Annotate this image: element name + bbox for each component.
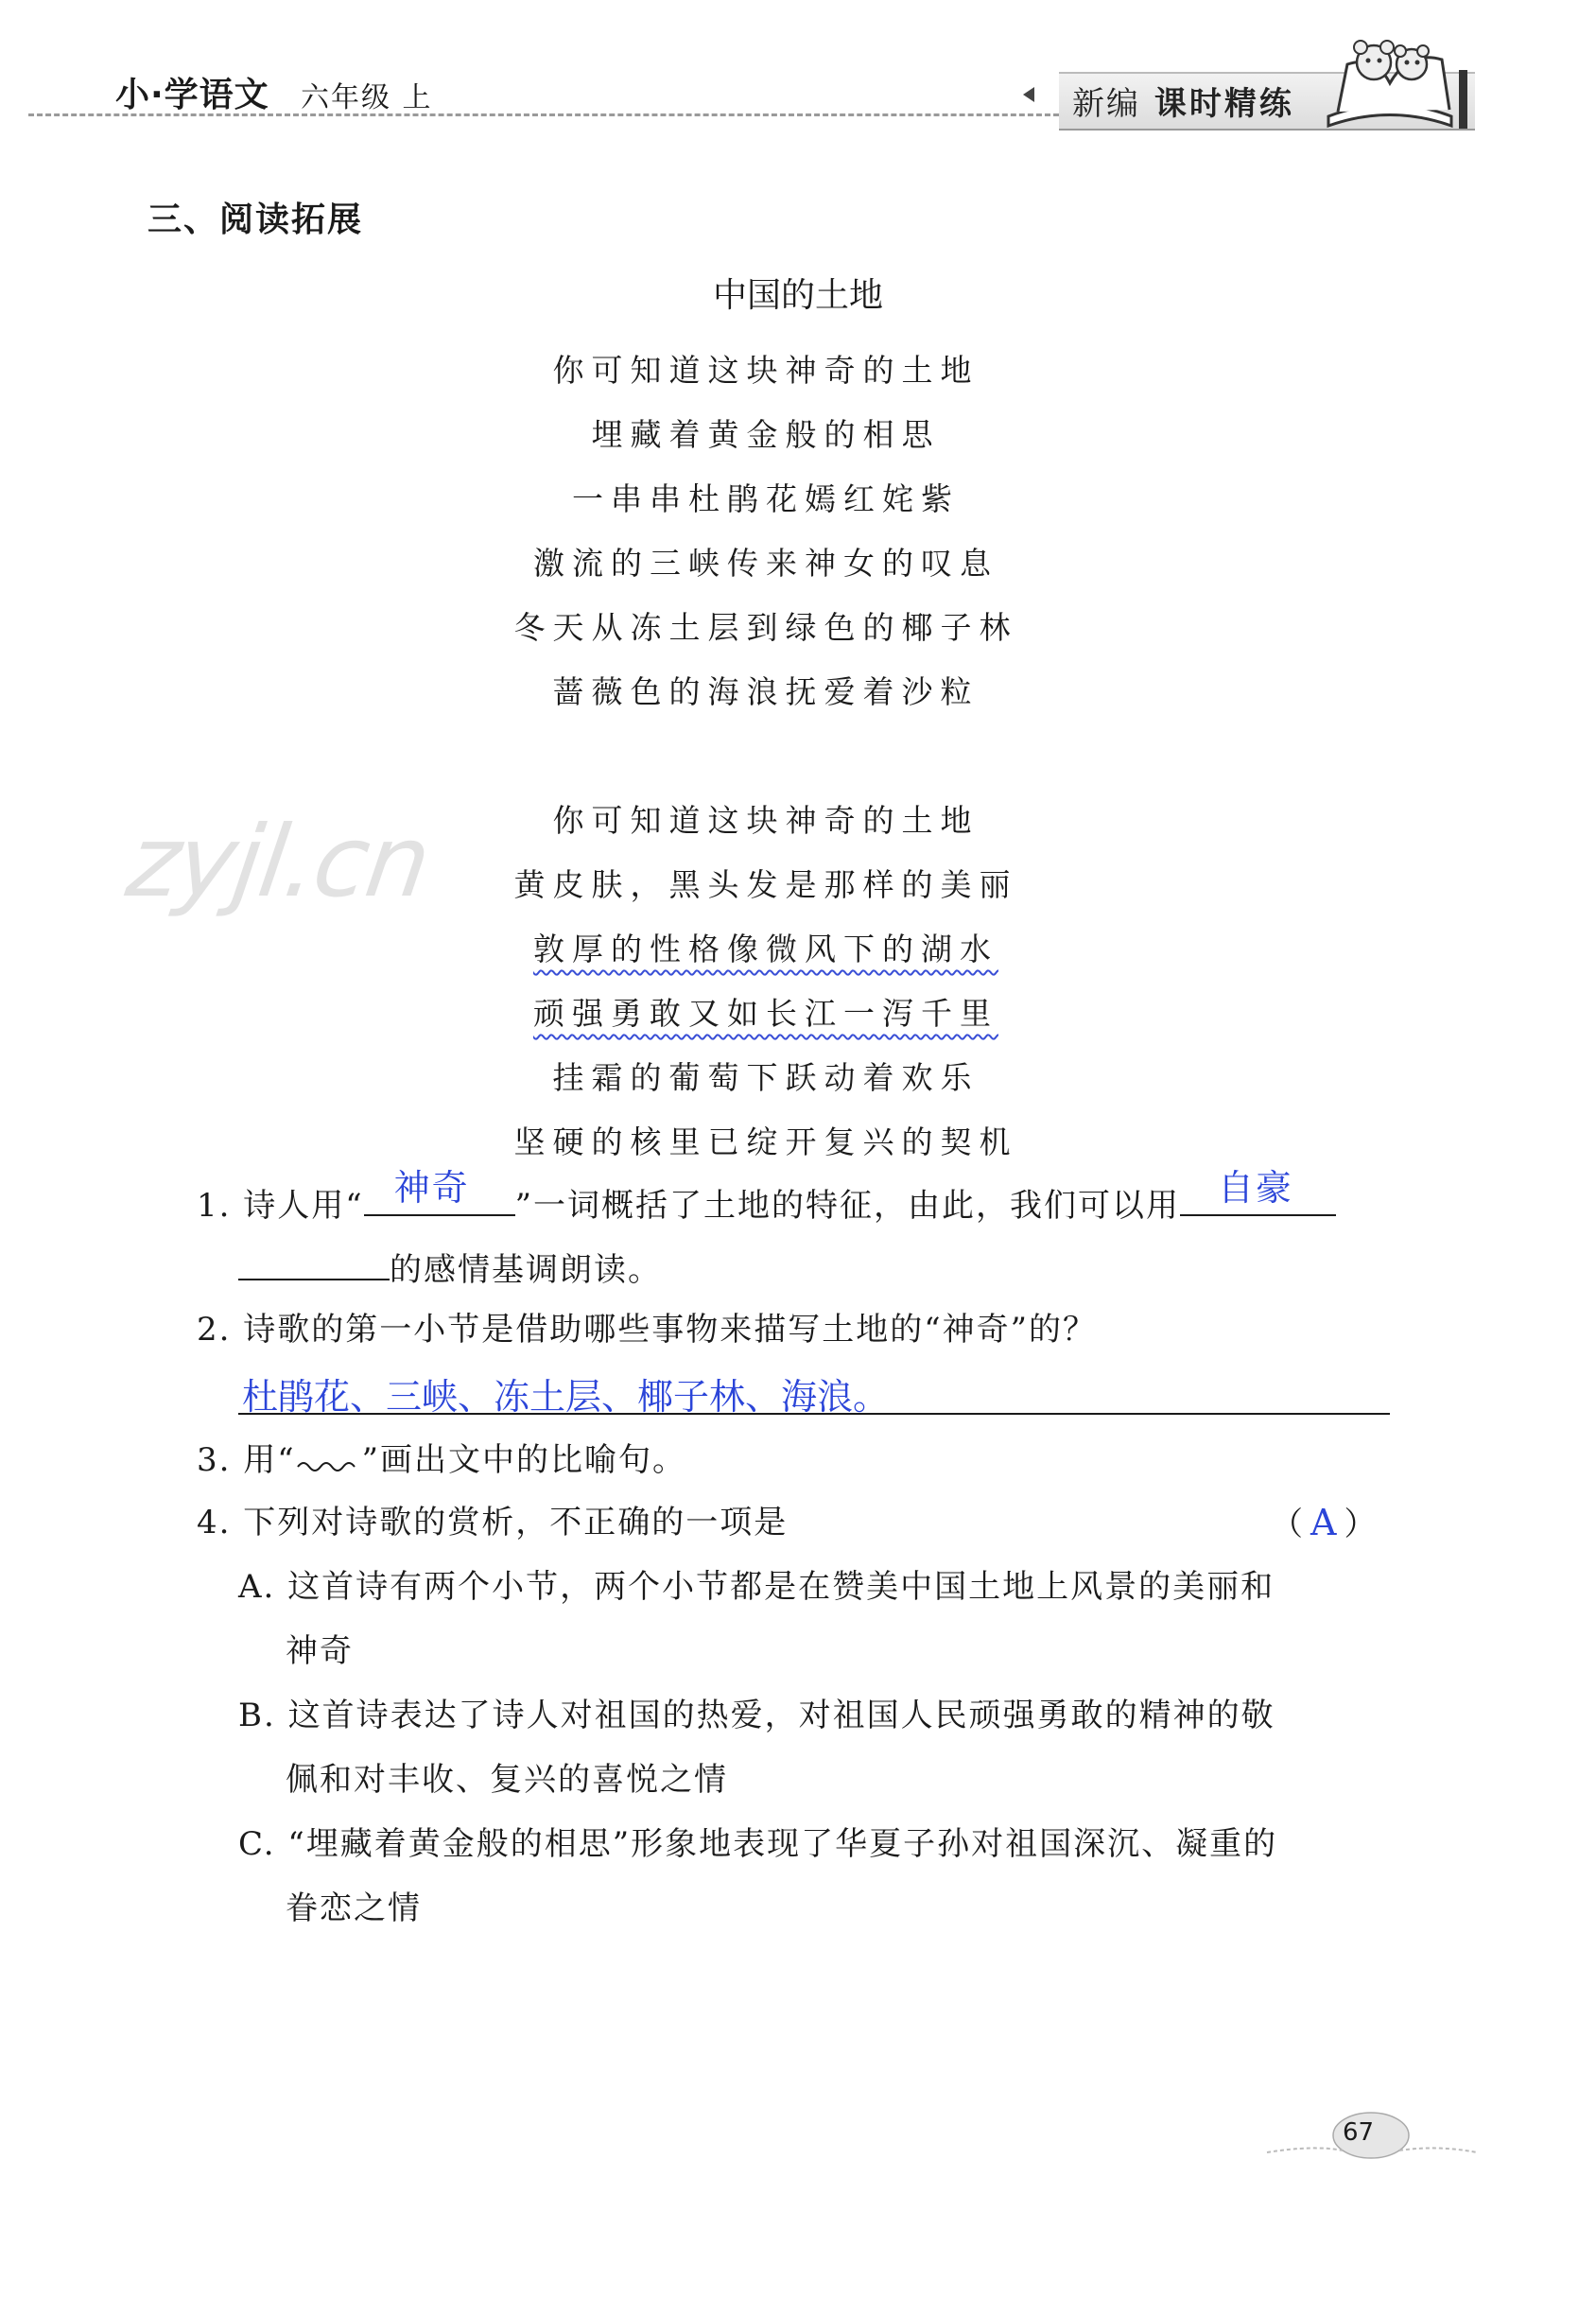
section-title: 三、阅读拓展 (147, 200, 364, 239)
poem-line: 冬天从冻土层到绿色的椰子林 (513, 609, 1018, 646)
poem-line: 你可知道这块神奇的土地 (552, 352, 980, 389)
poem-line-metaphor (0, 925, 1532, 969)
question-1 (197, 1167, 1336, 1225)
question-2: 2. 诗歌的第一小节是借助哪些事物来描写土地的“神奇”的？ (197, 1311, 1098, 1349)
page-number: 67 (1343, 2118, 1375, 2147)
q4-option-c: C. “埋藏着黄金般的相思”形象地表现了华夏子孙对祖国深沉、凝重的 (238, 1825, 1278, 1863)
poem-line: 挂霜的葡萄下跃动着欢乐 (552, 1059, 980, 1096)
q1-blank-2-continued[interactable] (238, 1246, 390, 1280)
wavy-line-icon (296, 1455, 362, 1474)
q1-answer-1: 神奇 (393, 1167, 470, 1209)
q1-answer-2: 自豪 (1218, 1167, 1294, 1209)
poem-title: 中国的土地 (712, 276, 883, 315)
poem-line: 坚硬的核里已绽开复兴的契机 (513, 1123, 1018, 1160)
q2-answer: 杜鹃花、三峡、冻土层、椰子林、海浪。 (242, 1376, 890, 1418)
header-title: 小·学语文 (115, 76, 269, 114)
brand-main: 课时精练 (1154, 85, 1294, 123)
q1-blank-2[interactable] (1180, 1167, 1336, 1216)
q4-answer: A (1310, 1502, 1339, 1543)
q4-option-b-cont: 佩和对丰收、复兴的喜悦之情 (286, 1761, 728, 1799)
header-subtitle: 六年级 上 (301, 81, 433, 114)
poem-line: 一串串杜鹃花嫣红姹紫 (572, 480, 960, 517)
wavy-underlined-text: 顽强勇敢又如长江一泻千里 (533, 995, 998, 1032)
q4-option-a: A. 这首诗有两个小节，两个小节都是在赞美中国土地上风景的美丽和 (238, 1568, 1275, 1606)
q4-paren-close: ） (1344, 1506, 1379, 1543)
q1-middle: ”一词概括了土地的特征，由此，我们可以用 (514, 1187, 1181, 1225)
question-3 (197, 1441, 686, 1479)
poem-line: 黄皮肤，黑头发是那样的美丽 (513, 866, 1018, 903)
header-brand (1072, 78, 1294, 124)
header-divider (28, 113, 1059, 116)
q4-option-c-cont: 眷恋之情 (286, 1889, 422, 1927)
poem-line: 埋藏着黄金般的相思 (591, 416, 941, 453)
poem-line: 蔷薇色的海浪抚爱着沙粒 (552, 673, 980, 710)
bear-book-logo-icon (1319, 26, 1461, 135)
brand-prefix: 新编 (1072, 85, 1140, 123)
q4-option-b: B. 这首诗表达了诗人对祖国的热爱，对祖国人民顽强勇敢的精神的敬 (238, 1697, 1275, 1734)
q4-option-a-cont: 神奇 (286, 1632, 354, 1670)
wavy-underlined-text: 敦厚的性格像微风下的湖水 (533, 931, 998, 967)
q4-answer-bracket[interactable] (1271, 1504, 1378, 1543)
question-1-continued (238, 1246, 662, 1289)
q3-prefix: 3. 用“ (197, 1441, 296, 1479)
poem-line: 你可知道这块神奇的土地 (552, 802, 980, 839)
q1-prefix: 1. 诗人用“ (197, 1187, 364, 1225)
q2-answer-line[interactable] (238, 1367, 1390, 1418)
q1-suffix: 的感情基调朗读。 (390, 1251, 662, 1289)
q1-blank-1[interactable] (364, 1167, 515, 1216)
question-4: 4. 下列对诗歌的赏析，不正确的一项是 (197, 1504, 789, 1541)
watermark: zyjl.cn (120, 804, 436, 919)
triangle-marker-icon (1023, 87, 1034, 102)
q3-suffix: ”画出文中的比喻句。 (361, 1441, 687, 1479)
q4-paren-open: （ (1271, 1506, 1305, 1543)
poem-line: 激流的三峡传来神女的叹息 (533, 545, 998, 582)
poem-line-metaphor (0, 989, 1532, 1034)
